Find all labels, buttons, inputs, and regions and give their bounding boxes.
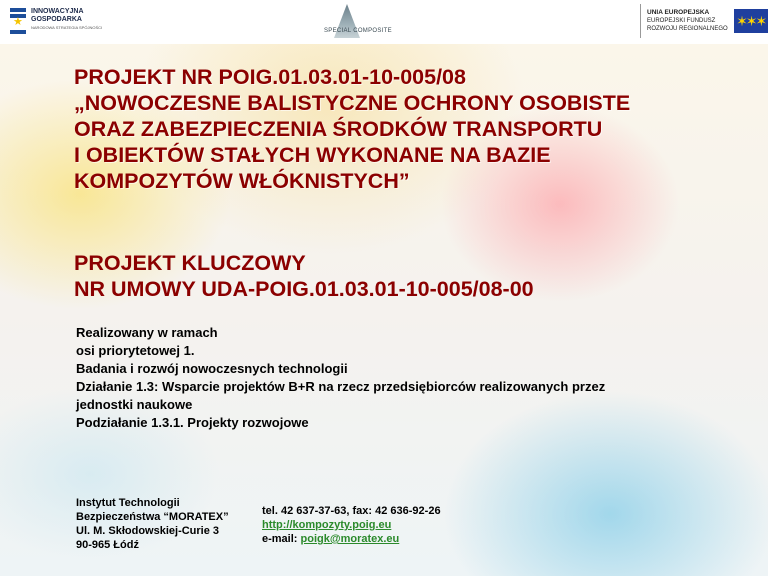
address-line: Instytut Technologii [76, 497, 180, 509]
description-line: osi priorytetowej 1. [76, 343, 195, 358]
header-bar [0, 0, 768, 44]
ig-logo-line3: NARODOWA STRATEGIA SPÓJNOŚCI [31, 25, 103, 30]
key-line: NR UMOWY UDA-POIG.01.03.01-10-005/08-00 [74, 277, 534, 301]
address-line: 90-965 Łódź [76, 539, 139, 551]
program-description [76, 324, 736, 432]
description-line: Badania i rozwój nowoczesnych technologii [76, 361, 348, 376]
title-line: PROJEKT NR POIG.01.03.01-10-005/08 [74, 65, 466, 89]
ig-logo-line2: GOSPODARKA [31, 16, 82, 23]
email-link[interactable]: poigk@moratex.eu [300, 533, 400, 545]
key-line: PROJEKT KLUCZOWY [74, 251, 306, 275]
contact-info [262, 504, 562, 546]
address-line: Ul. M. Skłodowskiej-Curie 3 [76, 525, 220, 537]
description-line: Podziałanie 1.3.1. Projekty rozwojowe [76, 415, 309, 430]
description-line: Realizowany w ramach [76, 325, 218, 340]
title-line: „NOWOCZESNE BALISTYCZNE OCHRONY OSOBISTE [74, 91, 631, 115]
ig-logo-line1: INNOWACYJNA [31, 8, 84, 15]
title-line: I OBIEKTÓW STAŁYCH WYKONANE NA BAZIE [74, 143, 551, 167]
address-line: Bezpieczeństwa “MORATEX” [76, 511, 229, 523]
special-composite-logo [320, 4, 410, 40]
center-logo-text: SPECIAL COMPOSITE [324, 28, 392, 34]
institute-address [76, 496, 256, 552]
eu-logo-line1: UNIA EUROPEJSKA [647, 9, 710, 16]
logo-divider [640, 4, 641, 38]
eu-logo-line3: ROZWOJU REGIONALNEGO [647, 26, 728, 32]
website-link[interactable]: http://kompozyty.poig.eu [262, 519, 392, 531]
title-line: ORAZ ZABEZPIECZENIA ŚRODKÓW TRANSPORTU [74, 117, 603, 141]
eu-logo [640, 4, 768, 38]
project-title [74, 64, 754, 194]
slide-body [0, 44, 768, 576]
email-label: e-mail: [262, 533, 301, 545]
eu-flag-icon: ✶✶✶ [734, 9, 768, 33]
description-line: Działanie 1.3: Wsparcie projektów B+R na rzecz przedsiębiorców realizowanych przez [76, 379, 606, 394]
title-line: KOMPOZYTÓW WŁÓKNISTYCH” [74, 169, 410, 193]
description-line: jednostki naukowe [76, 397, 193, 412]
key-project-heading [74, 250, 754, 302]
phone-fax: tel. 42 637-37-63, fax: 42 636-92-26 [262, 505, 441, 517]
ig-mark-icon: ★ [10, 8, 26, 34]
innowacyjna-gospodarka-logo [10, 8, 102, 34]
eu-logo-line2: EUROPEJSKI FUNDUSZ [647, 18, 716, 24]
